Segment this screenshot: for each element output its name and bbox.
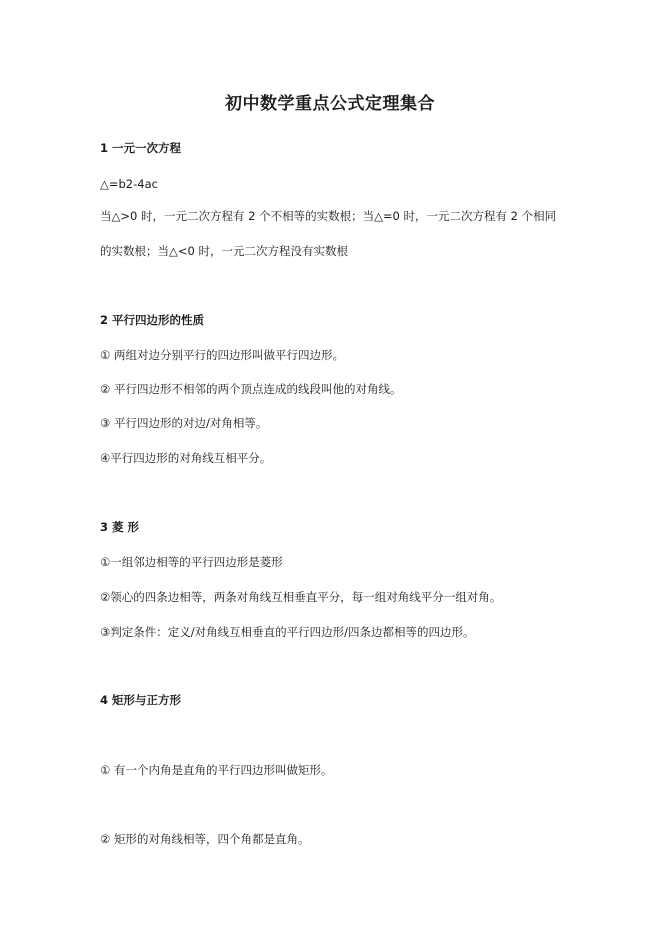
section-2-line-1: ① 两组对边分别平行的四边形叫做平行四边形。 [100, 348, 344, 362]
section-1-line-3: 的实数根；当△<0 时，一元二次方程没有实数根 [100, 244, 348, 258]
section-1-heading: 1 一元一次方程 [100, 141, 182, 155]
section-4-line-2: ② 矩形的对角线相等，四个角都是直角。 [100, 832, 310, 846]
section-4-line-1: ① 有一个内角是直角的平行四边形叫做矩形。 [100, 763, 333, 777]
section-3-line-3: ③判定条件：定义/对角线互相垂直的平行四边形/四条边都相等的四边形。 [100, 625, 475, 639]
section-2-line-2: ② 平行四边形不相邻的两个顶点连成的线段叫他的对角线。 [100, 382, 402, 396]
section-3-heading: 3 菱 形 [100, 520, 140, 534]
section-2-heading: 2 平行四边形的性质 [100, 313, 205, 327]
section-2-line-3: ③ 平行四边形的对边/对角相等。 [100, 416, 268, 430]
section-1-line-2: 当△>0 时，一元二次方程有 2 个不相等的实数根；当△=0 时，一元二次方程有 2 个相同 [100, 209, 557, 223]
document-title: 初中数学重点公式定理集合 [225, 94, 435, 114]
section-3-line-2: ②领心的四条边相等，两条对角线互相垂直平分，每一组对角线平分一组对角。 [100, 590, 502, 604]
section-3-line-1: ①一组邻边相等的平行四边形是菱形 [100, 555, 283, 569]
section-1-line-1: △=b2-4ac [100, 177, 158, 191]
section-2-line-4: ④平行四边形的对角线互相平分。 [100, 451, 272, 465]
section-4-heading: 4 矩形与正方形 [100, 693, 182, 707]
